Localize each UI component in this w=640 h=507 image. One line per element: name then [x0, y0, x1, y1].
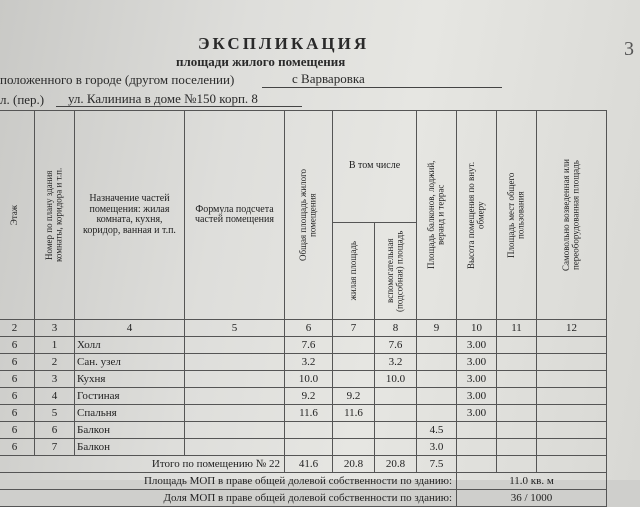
col-number: 8 — [375, 320, 417, 337]
room-name-cell: Кухня — [75, 371, 185, 388]
common-area-cell — [497, 405, 537, 422]
mop-area-label: Площадь МОП в праве общей долевой собственности по зданию: — [0, 473, 457, 490]
floor-cell: 6 — [0, 439, 35, 456]
living-area-cell: 11.6 — [333, 405, 375, 422]
table-header-row — [0, 111, 607, 223]
living-area-cell — [333, 422, 375, 439]
address-label: л. (пер.) — [0, 92, 45, 107]
unauthorized-cell — [537, 371, 607, 388]
common-area-cell — [497, 422, 537, 439]
mop-share-row — [0, 490, 607, 507]
aux-area-sum: 20.8 — [375, 456, 417, 473]
col-number: 2 — [0, 320, 35, 337]
col-number: 5 — [185, 320, 285, 337]
col-number: 10 — [457, 320, 497, 337]
col-balcony-area: Площадь балконов, лоджий, веранд и террас — [417, 111, 457, 320]
room-number-cell: 6 — [35, 422, 75, 439]
balcony-area-cell — [417, 337, 457, 354]
balcony-area-cell: 4.5 — [417, 422, 457, 439]
room-number-cell: 7 — [35, 439, 75, 456]
col-total-area: Общая площадь жилого помещения — [285, 111, 333, 320]
aux-area-cell — [375, 388, 417, 405]
height-cell: 3.00 — [457, 354, 497, 371]
location-label: положенного в городе (другом поселении) — [0, 72, 235, 87]
mop-area-value: 11.0 кв. м — [457, 473, 607, 490]
mop-share-label: Доля МОП в праве общей долевой собственности по зданию: — [0, 490, 457, 507]
mop-area-row — [0, 473, 607, 490]
table-row — [0, 337, 607, 354]
total-area-cell — [285, 439, 333, 456]
aux-area-cell — [375, 439, 417, 456]
col-purpose: Назначение частей помещения: жилая комната, кухня, коридор, ванная и т.п. — [75, 111, 185, 320]
room-rows — [0, 337, 607, 456]
aux-area-cell — [375, 422, 417, 439]
room-number-cell: 4 — [35, 388, 75, 405]
col-number: 4 — [75, 320, 185, 337]
common-area-cell — [497, 354, 537, 371]
address-value: ул. Калинина в доме №150 корп. 8 — [68, 91, 258, 106]
col-number: 9 — [417, 320, 457, 337]
col-number: 12 — [537, 320, 607, 337]
total-area-cell: 3.2 — [285, 354, 333, 371]
height-cell: 3.00 — [457, 371, 497, 388]
col-number: 11 — [497, 320, 537, 337]
aux-area-cell: 3.2 — [375, 354, 417, 371]
formula-cell — [185, 337, 285, 354]
table-row — [0, 422, 607, 439]
living-area-cell — [333, 337, 375, 354]
formula-cell — [185, 405, 285, 422]
table-row — [0, 354, 607, 371]
unauthorized-cell — [537, 354, 607, 371]
floor-cell: 6 — [0, 422, 35, 439]
total-area-cell: 10.0 — [285, 371, 333, 388]
formula-cell — [185, 422, 285, 439]
height-cell: 3.00 — [457, 337, 497, 354]
room-number-cell: 3 — [35, 371, 75, 388]
common-area-cell — [497, 371, 537, 388]
common-area-cell — [497, 388, 537, 405]
document-title: ЭКСПЛИКАЦИЯ — [198, 34, 370, 53]
room-name-cell: Гостиная — [75, 388, 185, 405]
unauthorized-cell — [537, 405, 607, 422]
floor-cell: 6 — [0, 337, 35, 354]
room-name-cell: Холл — [75, 337, 185, 354]
formula-cell — [185, 354, 285, 371]
col-including: В том числе — [333, 111, 417, 223]
aux-area-cell: 7.6 — [375, 337, 417, 354]
balcony-area-cell — [417, 388, 457, 405]
floor-cell: 6 — [0, 371, 35, 388]
table-row — [0, 371, 607, 388]
unauthorized-cell — [537, 422, 607, 439]
col-aux-area: вспомогательная (подсобная) площадь — [375, 223, 417, 320]
location-underline — [262, 87, 502, 88]
mop-share-value: 36 / 1000 — [457, 490, 607, 507]
aux-area-cell — [375, 405, 417, 422]
aux-area-cell: 10.0 — [375, 371, 417, 388]
page-number-mark: 3 — [624, 38, 634, 60]
col-height: Высота помещения по внут. обмеру — [457, 111, 497, 320]
table-row — [0, 439, 607, 456]
total-area-sum: 41.6 — [285, 456, 333, 473]
height-cell — [457, 422, 497, 439]
floor-cell: 6 — [0, 405, 35, 422]
living-area-sum: 20.8 — [333, 456, 375, 473]
document-subtitle: площади жилого помещения — [176, 54, 346, 69]
balcony-area-cell — [417, 371, 457, 388]
height-cell: 3.00 — [457, 388, 497, 405]
formula-cell — [185, 388, 285, 405]
common-area-cell — [497, 439, 537, 456]
unauthorized-cell — [537, 337, 607, 354]
total-area-cell: 7.6 — [285, 337, 333, 354]
col-number: 7 — [333, 320, 375, 337]
room-name-cell: Спальня — [75, 405, 185, 422]
height-cell: 3.00 — [457, 405, 497, 422]
room-name-cell: Балкон — [75, 439, 185, 456]
total-row — [0, 456, 607, 473]
living-area-cell — [333, 439, 375, 456]
col-room-no: Номер по плану здания комнаты, коридора и т.п. — [35, 111, 75, 320]
formula-cell — [185, 371, 285, 388]
room-name-cell: Сан. узел — [75, 354, 185, 371]
total-label: Итого по помещению № 22 — [0, 456, 285, 473]
living-area-cell: 9.2 — [333, 388, 375, 405]
living-area-cell — [333, 371, 375, 388]
col-unauthorized: Самовольно возведенная или переоборудованная площадь — [537, 111, 607, 320]
table-row — [0, 405, 607, 422]
room-number-cell: 5 — [35, 405, 75, 422]
room-number-cell: 2 — [35, 354, 75, 371]
formula-cell — [185, 439, 285, 456]
column-numbers-row — [0, 320, 607, 337]
balcony-area-sum: 7.5 — [417, 456, 457, 473]
table-row — [0, 388, 607, 405]
total-area-cell — [285, 422, 333, 439]
total-area-cell: 9.2 — [285, 388, 333, 405]
room-name-cell: Балкон — [75, 422, 185, 439]
address-underline — [56, 106, 302, 107]
living-area-cell — [333, 354, 375, 371]
floor-cell: 6 — [0, 354, 35, 371]
balcony-area-cell — [417, 354, 457, 371]
total-area-cell: 11.6 — [285, 405, 333, 422]
common-area-cell — [497, 337, 537, 354]
col-common-area: Площадь мест общего пользования — [497, 111, 537, 320]
explication-table — [0, 110, 607, 507]
unauthorized-cell — [537, 439, 607, 456]
room-number-cell: 1 — [35, 337, 75, 354]
balcony-area-cell: 3.0 — [417, 439, 457, 456]
col-number: 6 — [285, 320, 333, 337]
col-formula: Формула подсчета частей помещения — [185, 111, 285, 320]
location-value: с Варваровка — [292, 71, 365, 86]
balcony-area-cell — [417, 405, 457, 422]
col-floor: Этаж — [0, 111, 35, 320]
height-cell — [457, 439, 497, 456]
unauthorized-cell — [537, 388, 607, 405]
col-number: 3 — [35, 320, 75, 337]
floor-cell: 6 — [0, 388, 35, 405]
col-living-area: жилая площадь — [333, 223, 375, 320]
